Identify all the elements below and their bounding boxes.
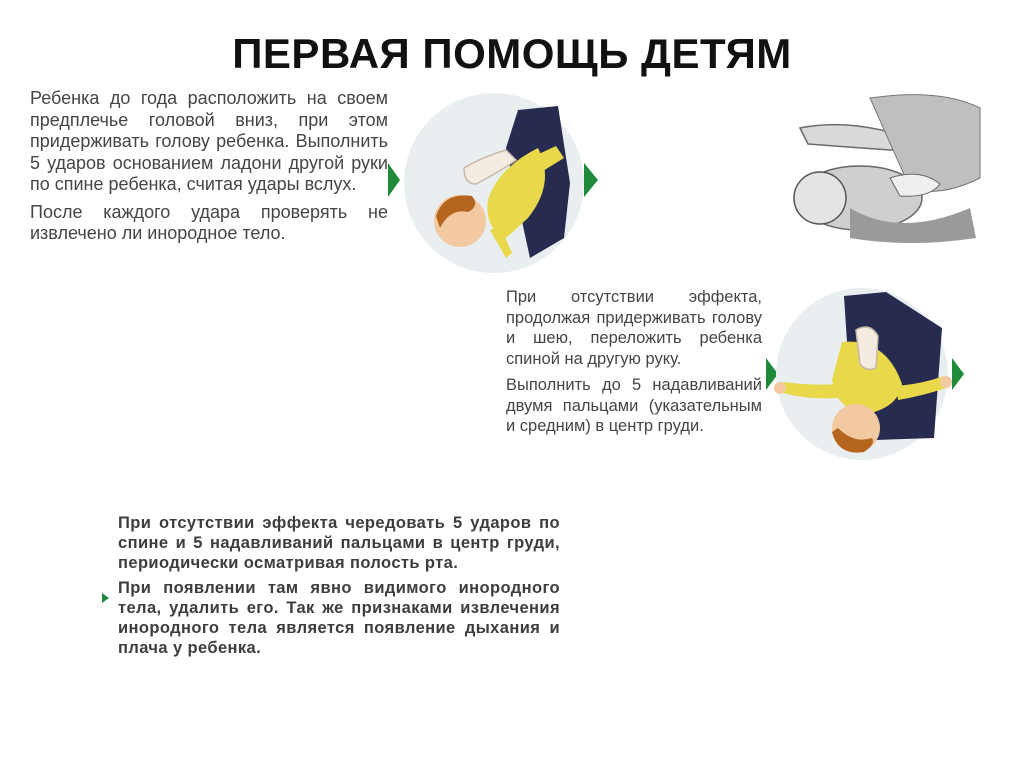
step3-paragraph-2: При появлении там явно видимого инородного тела, удалить его. Так же признаками извлечения инородного тела является появление дыхания и плача у ребенка. bbox=[118, 579, 560, 657]
arrow-right-icon bbox=[952, 358, 964, 390]
illustration-chest-thrusts bbox=[766, 288, 966, 468]
step2-paragraph-1: При отсутствии эффекта, продолжая придерживать голову и шею, переложить ребенка спиной на другую руку. bbox=[506, 288, 762, 368]
step1-paragraph-1: Ребенка до года расположить на своем предплечье головой вниз, при этом придерживать голову ребенка. Выполнить 5 ударов основанием ладони другой руки по спине ребенка, считая удары вслух. bbox=[30, 88, 388, 194]
photo-infant-back-blows bbox=[790, 88, 982, 248]
step2-paragraph-2: Выполнить до 5 надавливаний двумя пальцами (указательным и средним) в центр груди. bbox=[506, 376, 762, 435]
arrow-right-icon bbox=[584, 163, 598, 197]
step1-text bbox=[30, 88, 388, 251]
step1-paragraph-2: После каждого удара проверять не извлечено ли инородное тело. bbox=[30, 201, 388, 243]
arrow-left-icon bbox=[388, 163, 400, 197]
step3-paragraph-1: При отсутствии эффекта чередовать 5 ударов по спине и 5 надавливаний пальцами в центр груди, периодически осматривая полость рта. bbox=[118, 514, 560, 572]
step3-text bbox=[118, 514, 560, 665]
bullet-arrow-icon bbox=[100, 591, 110, 605]
slide-title: ПЕРВАЯ ПОМОЩЬ ДЕТЯМ bbox=[232, 30, 792, 77]
helper-fingers bbox=[856, 327, 878, 369]
illustration-back-blows bbox=[388, 88, 606, 278]
step2-text bbox=[506, 287, 762, 443]
